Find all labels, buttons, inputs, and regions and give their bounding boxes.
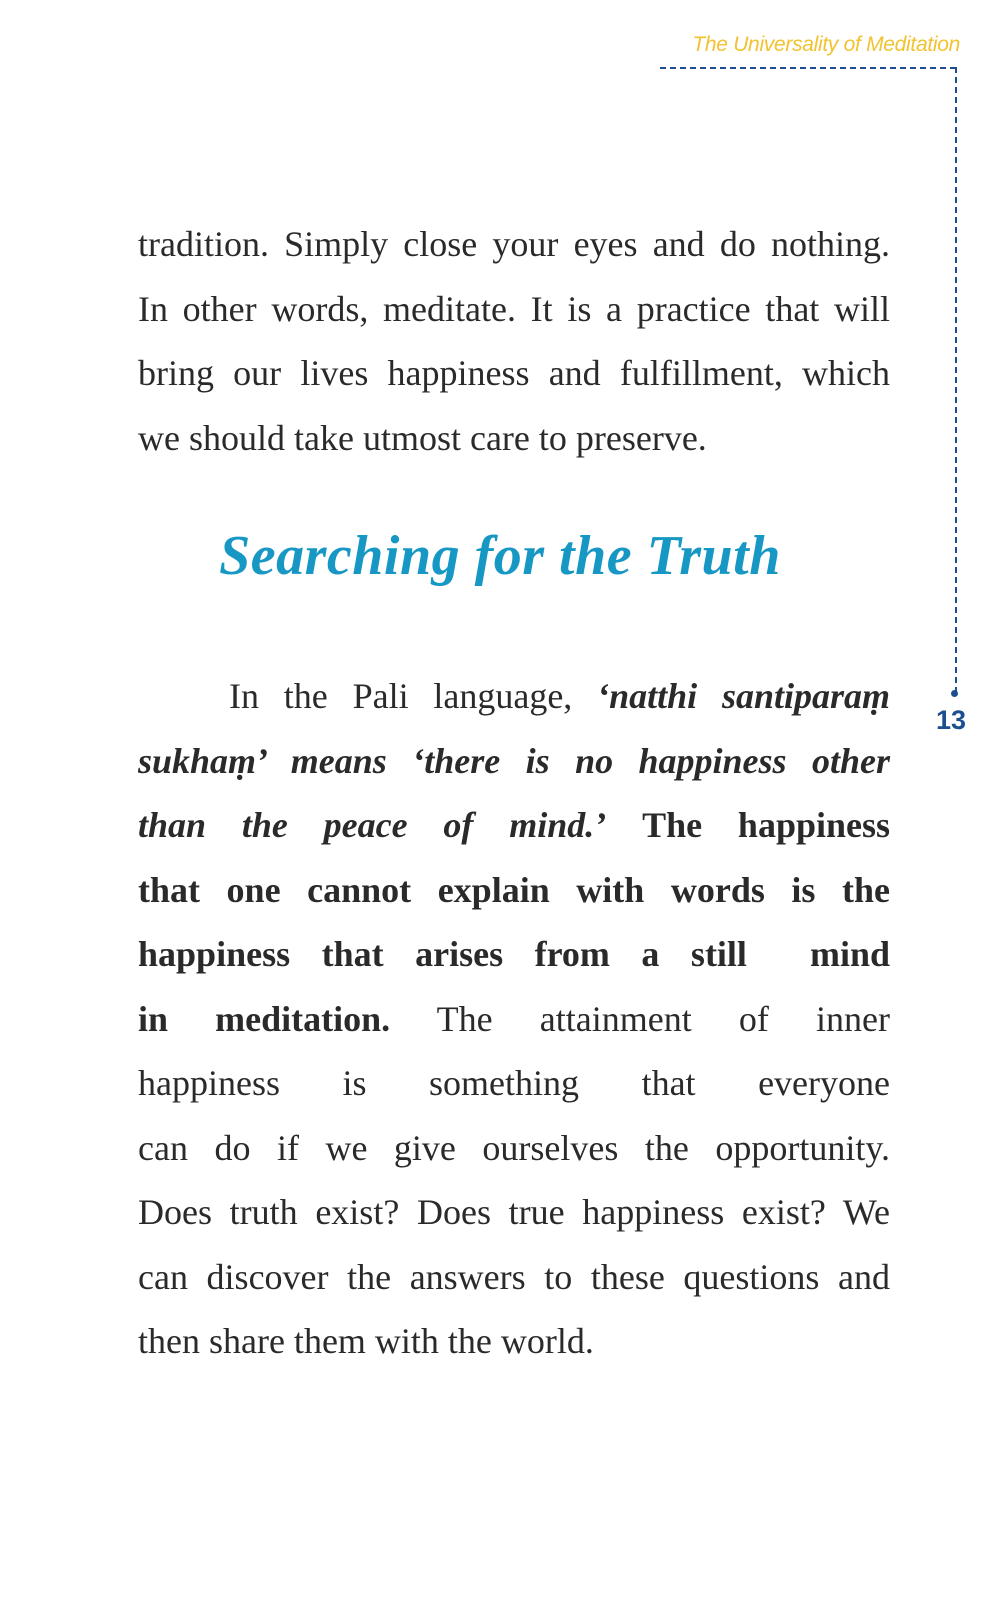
pali-phrase: ‘natthi santiparaṃ (597, 676, 890, 716)
paragraph-line: In other words, meditate. It is a practice that will (138, 288, 890, 329)
paragraph-line: then share them with the world. (138, 1321, 594, 1361)
running-header-title: The Universality of Meditation (692, 33, 960, 56)
paragraph-line (138, 793, 890, 858)
paragraph-line: Does truth exist? Does true happiness exist? We (138, 1192, 890, 1232)
paragraph-line: tradition. Simply close your eyes and do nothing. (138, 224, 890, 264)
paragraph-line: we should take utmost care to preserve. (138, 417, 707, 458)
paragraph-text: The attainment of inner (436, 998, 890, 1039)
paragraph-pali (138, 664, 890, 1374)
paragraph-intro (138, 212, 890, 470)
paragraph-line: can discover the answers to these questions and (138, 1256, 890, 1297)
paragraph-line: happiness is something that everyone (138, 1063, 890, 1103)
pali-intro-text: In the Pali language, (229, 676, 573, 716)
side-dashed-rule (955, 67, 957, 693)
paragraph-line (138, 987, 890, 1052)
rule-end-dot (951, 690, 958, 697)
section-heading: Searching for the Truth (219, 525, 781, 587)
paragraph-line: that one cannot explain with words is the (138, 869, 890, 910)
paragraph-line (138, 664, 890, 729)
translation-phrase: than the peace of mind.’ (138, 805, 607, 845)
emphasis-text: The happiness (642, 805, 891, 845)
emphasis-text: in meditation. (138, 998, 391, 1039)
paragraph-line: bring our lives happiness and fulfillment, which (138, 353, 890, 393)
paragraph-line: can do if we give ourselves the opportunity. (138, 1127, 890, 1168)
paragraph-line: happiness that arises from a still mind (138, 934, 890, 974)
paragraph-line: sukhaṃ’ means ‘there is no happiness other (138, 740, 890, 781)
header-dashed-rule (660, 67, 956, 69)
page-number: 13 (936, 705, 967, 735)
